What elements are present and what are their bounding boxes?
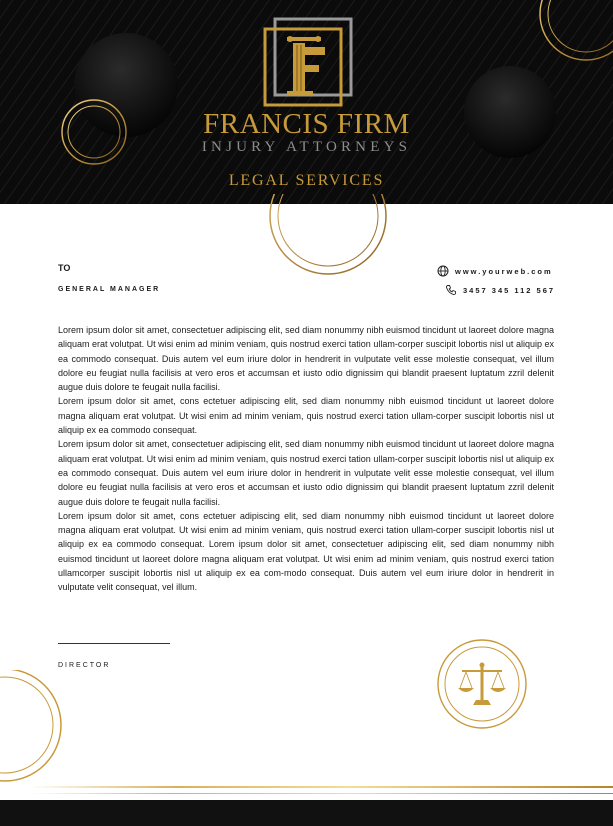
- contact-phone: [445, 284, 555, 296]
- body-paragraph: Lorem ipsum dolor sit amet, cons ectetuer adipiscing elit, sed diam nonummy nibh euismod tincidunt ut laoreet dolore magna aliquam erat volutpat. Ut wisi enim ad minim veniam, quis nostrud exerci tation ullam-corper suscipit lobortis nisl ut aliquip ex ea commodo consequat.: [58, 396, 554, 436]
- footer-gold-line: [30, 786, 613, 788]
- decorative-rings-top: [250, 194, 400, 284]
- body-paragraph: Lorem ipsum dolor sit amet, consectetuer adipiscing elit, sed diam nonummy nibh euismod tincidunt ut laoreet dolore magna aliquam erat volutpat. Ut wisi enim ad minim veniam, quis nostrud exerci tation ullam-corper suscipit lobortis nisl ut aliquip ex ea commodo consequat. Duis autem vel eum iriure dolor in hendrerit in vulputate velit esse molestie consequat, vel illum dolore eu feugiat nulla facilisis at vero eros et accumsan et iusto odio dignissim qui blandit praesent luptatum zzril delenit augue duis dolore te feugait nulla facilisi.: [58, 325, 554, 393]
- footer-bar: [0, 800, 613, 826]
- to-label: TO: [58, 263, 71, 273]
- letterhead-header: [0, 0, 613, 204]
- scales-of-justice-icon: [436, 638, 528, 730]
- services-heading: LEGAL SERVICES: [228, 172, 385, 189]
- firm-subtitle: INJURY ATTORNEYS: [201, 139, 412, 155]
- recipient-title: GENERAL MANAGER: [58, 286, 161, 293]
- body-paragraph: Lorem ipsum dolor sit amet, cons ectetuer adipiscing elit, sed diam nonummy nibh euismod tincidunt ut laoreet dolore magna aliquam erat volutpat. Ut wisi enim ad minim veniam, quis nostrud exerci tation ullam-corper suscipit lobortis nisl ut aliquip ex ea commodo consequat. Lorem ipsum dolor sit amet, consectetuer adipiscing elit, sed diam nonummy nibh euismod tincidunt ut laoreet dolore magna aliquam erat volutpat. Ut wisi enim ad minim veniam, quis nostrud exerci tation ullamcorper suscipit lobortis nisl ut aliquip ex ea com-modo consequat. Duis autem vel eum iriure dolor in hendrerit in vulputate velit consequat, vel illum.: [58, 510, 554, 593]
- contact-website: [437, 265, 553, 277]
- phone-icon: [445, 284, 457, 296]
- globe-icon: [437, 265, 449, 277]
- footer-gold-line-thin: [30, 793, 613, 794]
- firm-name: FRANCIS FIRM: [203, 108, 410, 140]
- letter-body: [58, 323, 554, 595]
- phone-text: 3457 345 112 567: [463, 285, 556, 295]
- signature-line: [58, 643, 170, 644]
- signature-label: DIRECTOR: [58, 662, 111, 669]
- website-text: www.yourweb.com: [455, 266, 553, 276]
- body-paragraph: Lorem ipsum dolor sit amet, consectetuer adipiscing elit, sed diam nonummy nibh euismod tincidunt ut laoreet dolore magna aliquam erat volutpat. Ut wisi enim ad minim veniam, quis nostrud exerci tation ullam-corper suscipit lobortis nisl ut aliquip ex ea commodo consequat. Duis autem vel eum iriure dolor in hendrerit in vulputate velit esse molestie consequat, vel illum dolore eu feugiat nulla facilisis at vero eros et accumsan et iusto odio dignissim qui blandit praesent luptatum zzril delenit augue duis dolore te feugait nulla facilisi.: [58, 439, 554, 507]
- decorative-rings-bottom-left: [0, 670, 70, 790]
- firm-logo: [263, 17, 353, 109]
